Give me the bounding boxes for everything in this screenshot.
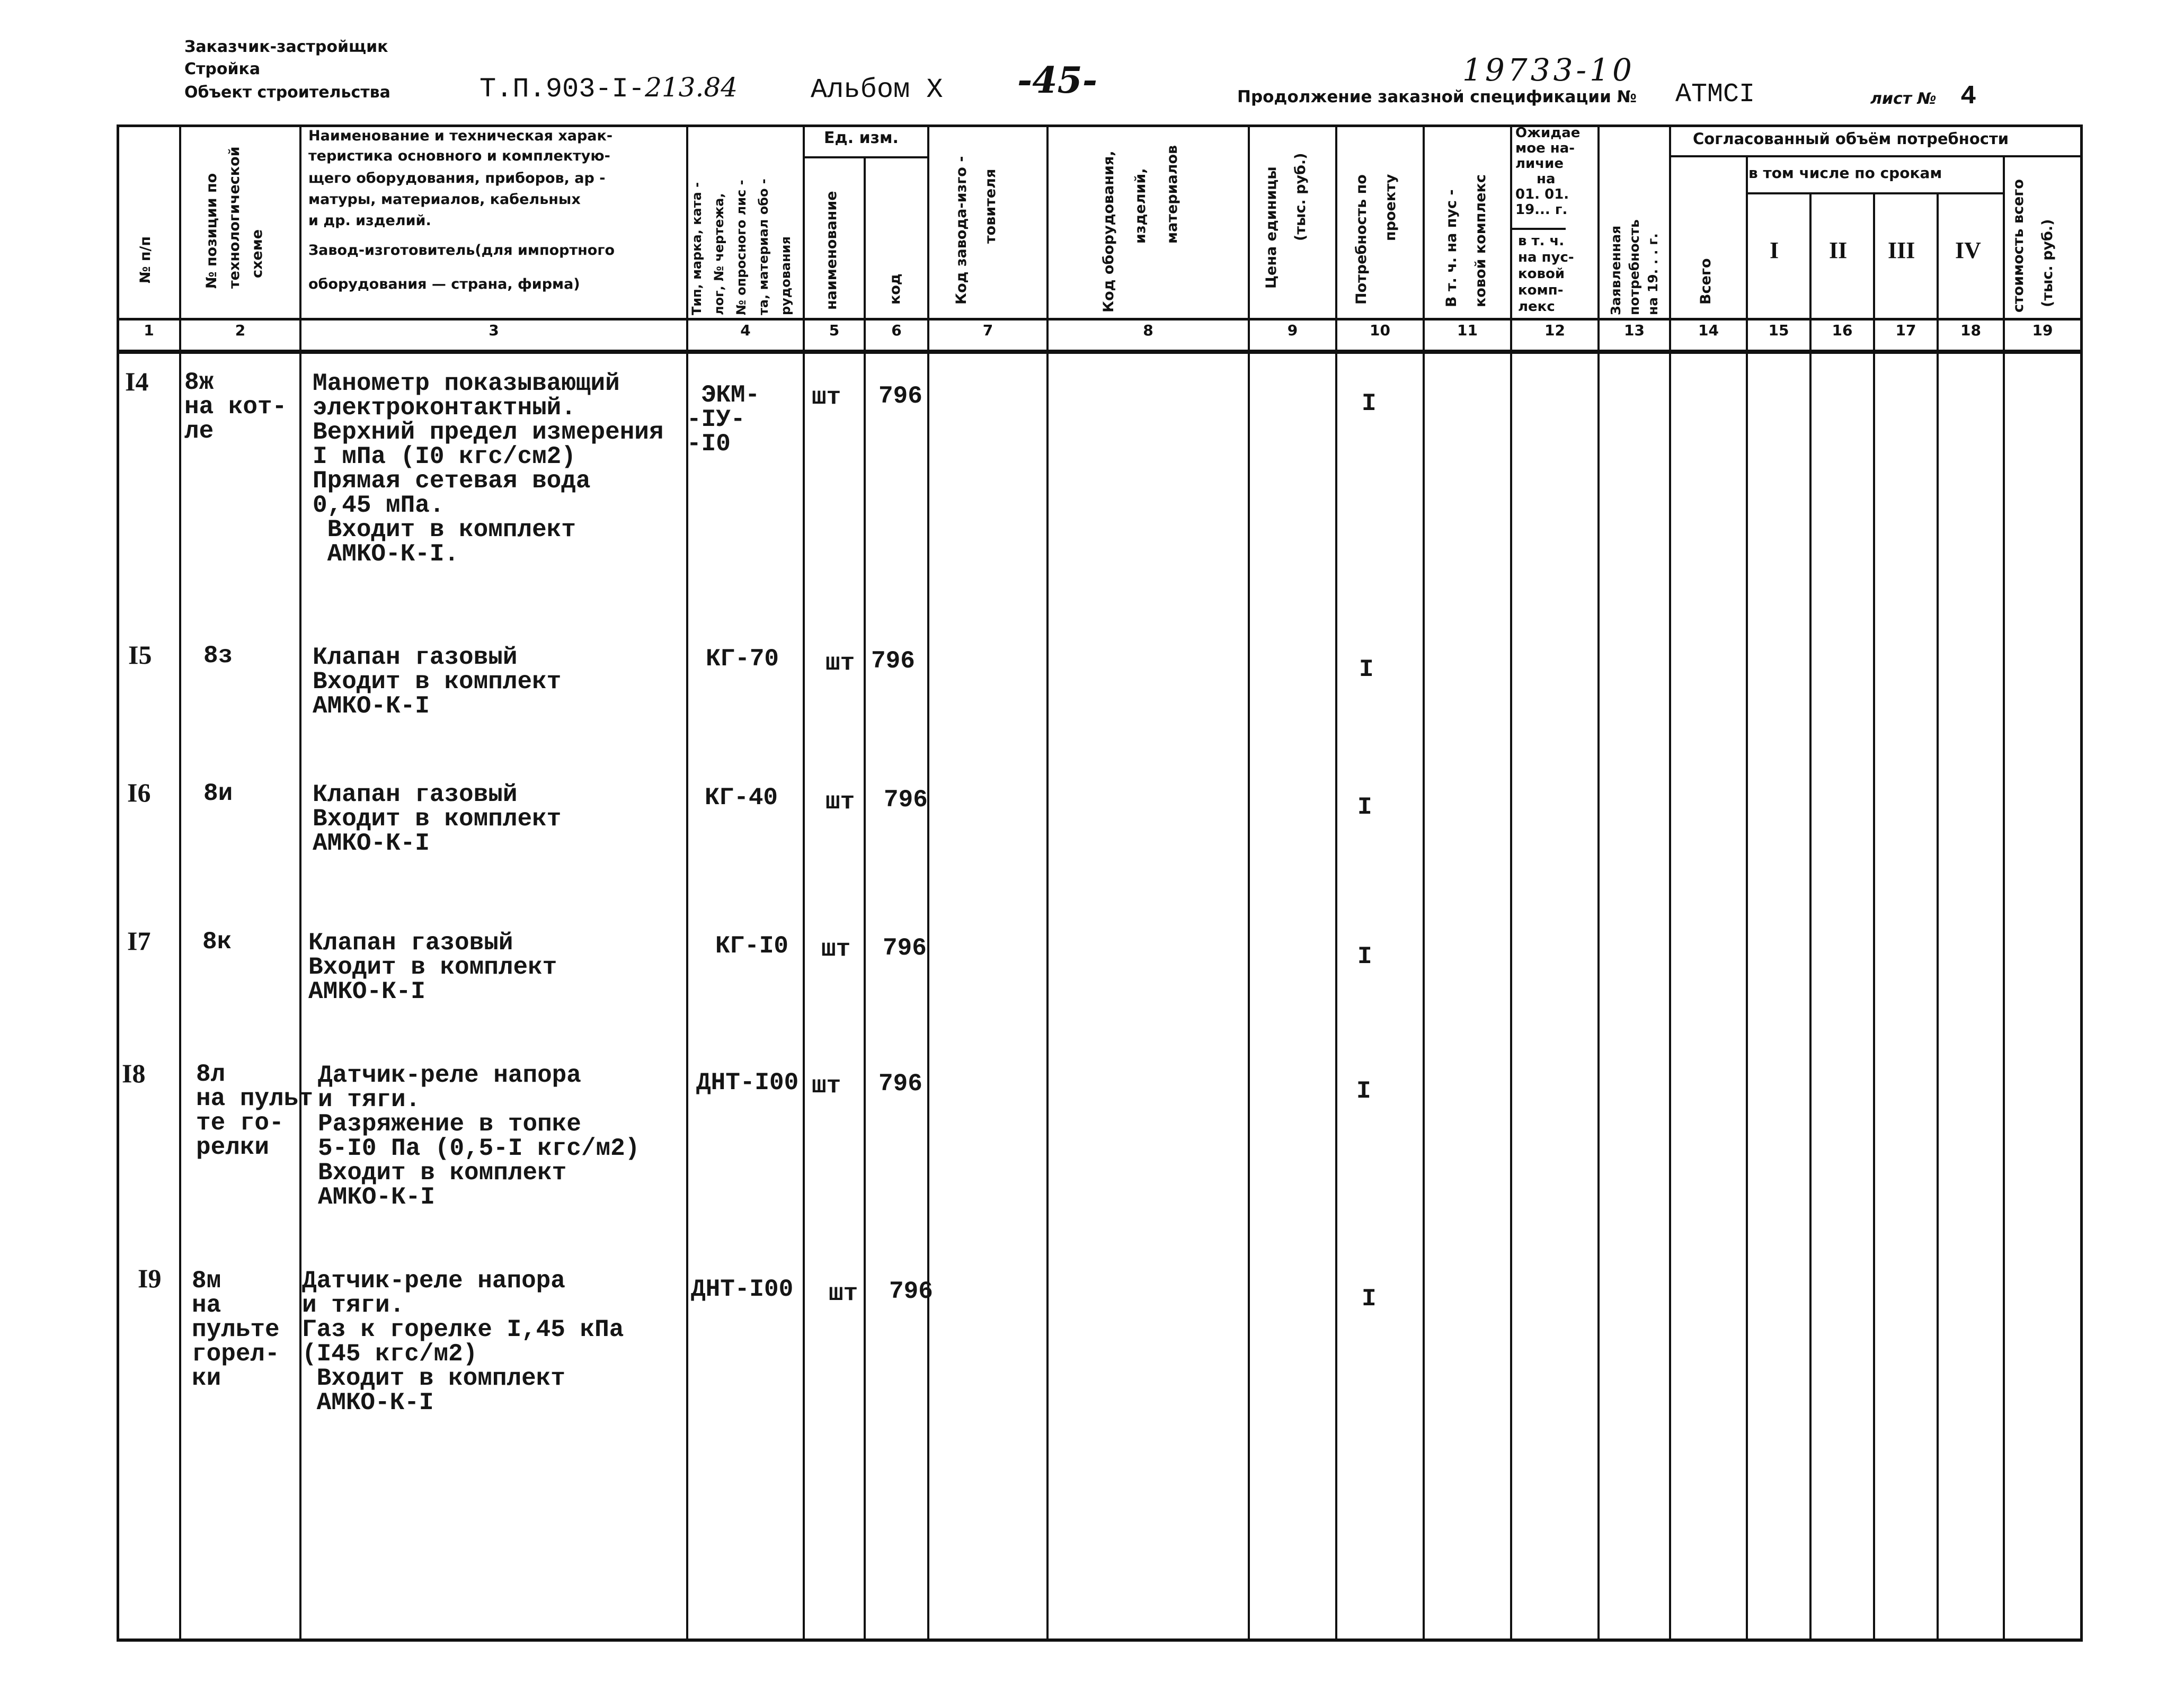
row-need: I [1357, 794, 1372, 821]
colnum-16: 16 [1832, 322, 1853, 339]
spec-label: Продолжение заказной спецификации № [1237, 87, 1637, 106]
colnum-17: 17 [1895, 322, 1916, 339]
object-label: Объект строительства [184, 83, 390, 102]
row-unit: шт [825, 788, 855, 816]
header-col6: код [887, 273, 903, 305]
header-col13-line2: потребность [1627, 219, 1642, 315]
row-position: 8ж на кот- ле [184, 369, 287, 445]
row-need: I [1362, 390, 1377, 417]
col-border-7 [1046, 124, 1049, 1642]
header-col4-line5: рудования [778, 236, 793, 315]
row-unit: шт [825, 649, 855, 677]
header-col12-top [1515, 126, 1580, 218]
header-col3-line7: оборудования — страна, фирма) [308, 276, 580, 292]
header-col4-line1: Тип, марка, ката - [689, 182, 704, 315]
row-type: ДНТ-I00 [696, 1069, 799, 1097]
header-col9-line1: Цена единицы [1263, 166, 1280, 289]
header-col17: III [1888, 237, 1915, 263]
colnum-5: 5 [829, 322, 840, 339]
col-border-14 [1746, 155, 1748, 1642]
column-number-rule [117, 350, 2082, 354]
header-col15: I [1770, 237, 1779, 263]
header-col1: № п/п [137, 236, 154, 283]
header-col8-line1: Код оборудования, [1100, 150, 1117, 313]
header-col9-line2: (тыс. руб.) [1292, 153, 1309, 241]
colnum-10: 10 [1370, 322, 1390, 339]
header-col16: II [1829, 237, 1848, 263]
header-col8-line3: материалов [1164, 145, 1180, 244]
header-bottom-rule [117, 318, 2082, 320]
row-position: 8з [203, 642, 233, 670]
row-code: 796 [884, 786, 928, 814]
col-border-18 [2003, 155, 2005, 1642]
project-code [480, 72, 738, 105]
row-code: 796 [889, 1278, 933, 1305]
row-type: КГ-I0 [715, 932, 789, 960]
row-description: Клапан газовый Входит в комплект АМКО-К-I [313, 644, 562, 720]
col-border-8 [1248, 124, 1250, 1642]
row-need: I [1356, 1078, 1371, 1105]
colnum-19: 19 [2032, 322, 2053, 339]
row-unit: шт [829, 1280, 858, 1307]
header-col2-line1: № позиции по [203, 173, 220, 289]
row-description: Датчик-реле напора и тяги. Газ к горелке I,45 кПа (I45 кгс/м2) Входит в комплект АМКО-К-I [302, 1267, 624, 1417]
colnum-14: 14 [1698, 322, 1719, 339]
header-unit-group: Ед. изм. [824, 129, 899, 147]
header-col10-line1: Потребность по [1353, 174, 1370, 305]
col-border-19 [2080, 124, 2083, 1642]
header-col2-line3: схеме [249, 229, 265, 278]
colnum-11: 11 [1457, 322, 1478, 339]
col-border-4 [803, 124, 805, 1642]
row-description: Датчик-реле напора и тяги. Разряжение в топке 5-I0 Па (0,5-I кгс/м2) Входит в комплект АМКО-К-I [318, 1062, 640, 1211]
colnum-4: 4 [740, 322, 751, 339]
header-col3-line2: теристика основного и комплектую- [308, 148, 610, 164]
header-col12-bottom [1518, 233, 1574, 315]
col-border-6 [927, 124, 929, 1642]
col-border-17 [1937, 192, 1939, 1642]
header-col3-line3: щего оборудования, приборов, ар - [308, 170, 606, 186]
row-unit: шт [821, 936, 851, 963]
row-number: I7 [127, 926, 151, 956]
header-col7-line2: товителя [982, 168, 999, 244]
colnum-1: 1 [144, 322, 154, 339]
row-need: I [1362, 1285, 1377, 1313]
header-col13-line1: Заявленная [1608, 225, 1623, 315]
header-col3-line5: и др. изделий. [308, 212, 431, 229]
header-col13-line3: на 19. . . г. [1645, 233, 1661, 315]
row-code: 796 [878, 382, 922, 410]
header-col12-top-line1: Ожидае [1515, 125, 1581, 141]
row-description: Манометр показывающий электроконтактный. Верхний предел измерения I мПа (I0 кгс/см2) Прямая сетевая вода 0,45 мПа. Входит в комплект АМКО-К-I. [313, 370, 664, 568]
row-position: 8и [203, 780, 233, 807]
header-col5: наименование [823, 191, 840, 310]
header-col19-line1: стоимость всего [2010, 179, 2027, 313]
col-border-1 [179, 124, 181, 1642]
row-type: КГ-40 [705, 784, 778, 812]
col-border-9 [1335, 124, 1337, 1642]
row-position: 8к [202, 928, 232, 956]
project-code-hand: 213.84 [645, 72, 738, 103]
row-code: 796 [883, 934, 927, 962]
header-col11-line1: В т. ч. на пус - [1443, 189, 1460, 307]
row-unit: шт [812, 384, 841, 411]
agreed-group-rule [1669, 155, 2082, 157]
col-border-13 [1669, 124, 1671, 1642]
header-col2-line2: технологической [226, 146, 243, 289]
row-position: 8м на пульте горел- ки [192, 1267, 280, 1392]
row-type: ЭКМ- -IУ- -I0 [687, 381, 760, 458]
album-label: Альбом X [811, 74, 943, 105]
page-number-hand: -45- [1017, 59, 1098, 102]
row-type: ДНТ-I00 [691, 1276, 794, 1303]
specification-table [117, 124, 2082, 1641]
row-code: 796 [878, 1070, 922, 1098]
row-number: I6 [127, 778, 151, 807]
colnum-12: 12 [1544, 322, 1565, 339]
col-border-15 [1809, 192, 1812, 1642]
header-col11-line2: ковой комплекс [1472, 174, 1489, 307]
header-col12-bottom-line1: в т. ч. [1518, 233, 1565, 249]
row-position: 8л на пульт те го- релки [196, 1061, 313, 1161]
header-col12-bottom-line3: ковой [1518, 266, 1565, 282]
row-number: I4 [125, 367, 149, 396]
header-col3-line4: матуры, материалов, кабельных [308, 191, 581, 208]
col-border-5 [864, 156, 866, 1642]
colnum-8: 8 [1143, 322, 1153, 339]
colnum-15: 15 [1768, 322, 1789, 339]
header-col12-bottom-line2: на пус- [1518, 250, 1574, 265]
header-col8-line2: изделий, [1132, 168, 1149, 244]
header-col12-bottom-line4: комп- [1518, 282, 1564, 298]
project-code-typed: Т.П.903-I- [480, 74, 645, 105]
colnum-13: 13 [1624, 322, 1645, 339]
header-col7-line1: Код завода-изго - [953, 156, 970, 305]
header-col18: IV [1955, 237, 1981, 263]
col-border-16 [1873, 192, 1875, 1642]
customer-label: Заказчик-застройщик [184, 38, 388, 56]
spec-code: АТМСI [1675, 79, 1755, 110]
col-border-11 [1510, 124, 1512, 1642]
header-col4-line2: лог, № чертежа, [712, 193, 726, 315]
header-col3-line1: Наименование и техническая харак- [308, 128, 613, 144]
colnum-6: 6 [891, 322, 902, 339]
table-bottom-border [117, 1639, 2082, 1642]
row-number: I9 [138, 1263, 162, 1293]
header-col4-line4: та, материал обо - [756, 179, 771, 315]
col-border-3 [686, 124, 688, 1642]
header-col4-line3: № опросного лис - [734, 180, 749, 315]
row-description: Клапан газовый Входит в комплект АМКО-К-I [313, 781, 562, 857]
header-col10-line2: проекту [1382, 174, 1399, 241]
row-need: I [1357, 943, 1372, 970]
row-description: Клапан газовый Входит в комплект АМКО-К-I [308, 929, 557, 1005]
col-border-12 [1597, 124, 1600, 1642]
row-unit: шт [812, 1072, 841, 1100]
col-border-0 [117, 124, 119, 1642]
header-col12-bottom-line5: лекс [1518, 299, 1555, 315]
col-border-2 [299, 124, 301, 1642]
header-col12-top-line6: 19... г. [1515, 202, 1568, 218]
header-agreed-group: Согласованный объём потребности [1693, 130, 2009, 148]
row-type: КГ-70 [706, 645, 779, 673]
row-number: I5 [128, 640, 152, 670]
colnum-3: 3 [489, 322, 499, 339]
col-border-10 [1423, 124, 1425, 1642]
header-terms-group: в том числе по срокам [1748, 164, 1942, 182]
colnum-2: 2 [235, 322, 246, 339]
header-col19-line2: (тыс. руб.) [2039, 219, 2056, 307]
row-need: I [1359, 656, 1374, 683]
colnum-18: 18 [1960, 322, 1981, 339]
sheet-label: лист № [1870, 90, 1937, 108]
header-col12-top-line4: на [1537, 171, 1556, 187]
header-col14: Всего [1698, 258, 1714, 305]
header-col12-top-line3: личие [1515, 156, 1564, 172]
site-label: Стройка [184, 60, 261, 78]
c12-split-rule [1510, 228, 1566, 230]
table-top-border [117, 124, 2082, 127]
colnum-9: 9 [1287, 322, 1298, 339]
header-col12-top-line5: 01. 01. [1515, 186, 1569, 202]
row-number: I8 [122, 1058, 146, 1088]
header-col3-line6: Завод-изготовитель(для импортного [308, 242, 615, 259]
header-col12-top-line2: мое на- [1515, 140, 1575, 156]
sheet-number: 4 [1960, 82, 1977, 112]
row-code: 796 [871, 647, 915, 675]
colnum-7: 7 [982, 322, 993, 339]
document-number-hand: 19733-10 [1462, 52, 1635, 88]
